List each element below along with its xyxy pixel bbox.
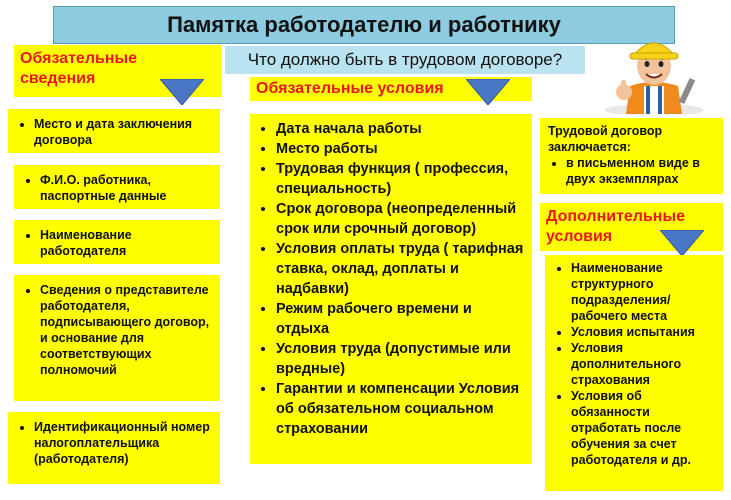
info-box-tax-id [8, 412, 220, 484]
list-item: • Наименование структурного подразделения/ рабочего места [571, 260, 717, 324]
contract-form-heading: Трудовой договор заключается: [548, 124, 663, 154]
list-item: • Место и дата заключения договора [34, 116, 212, 148]
page-title: Памятка работодателю и работнику [53, 6, 675, 44]
mandatory-info-label: Обязательные сведения [20, 50, 138, 87]
list-item: • Ф.И.О. работника, паспортные данные [40, 172, 212, 204]
list-item: • Трудовая функция ( профессия, специальность) [276, 159, 526, 199]
info-box-place-date [8, 109, 220, 153]
question-banner: Что должно быть в трудовом договоре? [225, 46, 585, 74]
list-item: • Режим рабочего времени и отдыха [276, 299, 526, 339]
worker-illustration [596, 34, 712, 114]
info-box-representative [14, 275, 220, 401]
arrow-down-icon [466, 79, 510, 110]
info-box-employee-name [14, 165, 220, 209]
list-item: • Условия об обязанности отработать после обучения за счет работодателя и др. [571, 388, 717, 468]
list-item: • Наименование работодателя [40, 227, 212, 259]
mandatory-conditions-label: Обязательные условия [256, 80, 444, 97]
list-item: • Срок договора (неопределенный срок или срочный договор) [276, 199, 526, 239]
list-item: • Сведения о представителе работодателя, подписывающего договор, и основание для соответствующих полномочий [40, 282, 212, 378]
additional-conditions-label: Дополнительные условия [546, 208, 686, 245]
list-item: • Условия труда (допустимые или вредные) [276, 339, 526, 379]
list-item: • Условия оплаты труда ( тарифная ставка, оклад, доплаты и надбавки) [276, 239, 526, 299]
list-item: • в письменном виде в двух экземплярах [566, 155, 717, 187]
list-item: • Дата начала работы [276, 119, 526, 139]
additional-conditions-box [545, 255, 723, 491]
mandatory-conditions-box [250, 114, 532, 464]
list-item: • Условия испытания [571, 324, 717, 340]
list-item: • Идентификационный номер налогоплательщика (работодателя) [34, 419, 212, 467]
list-item: • Гарантии и компенсации Условия об обязательном социальном страховании [276, 379, 526, 439]
list-item: • Место работы [276, 139, 526, 159]
contract-form-box [540, 118, 723, 194]
list-item: • Условия дополнительного страхования [571, 340, 717, 388]
info-box-employer-name [14, 220, 220, 264]
arrow-down-icon [160, 79, 204, 110]
